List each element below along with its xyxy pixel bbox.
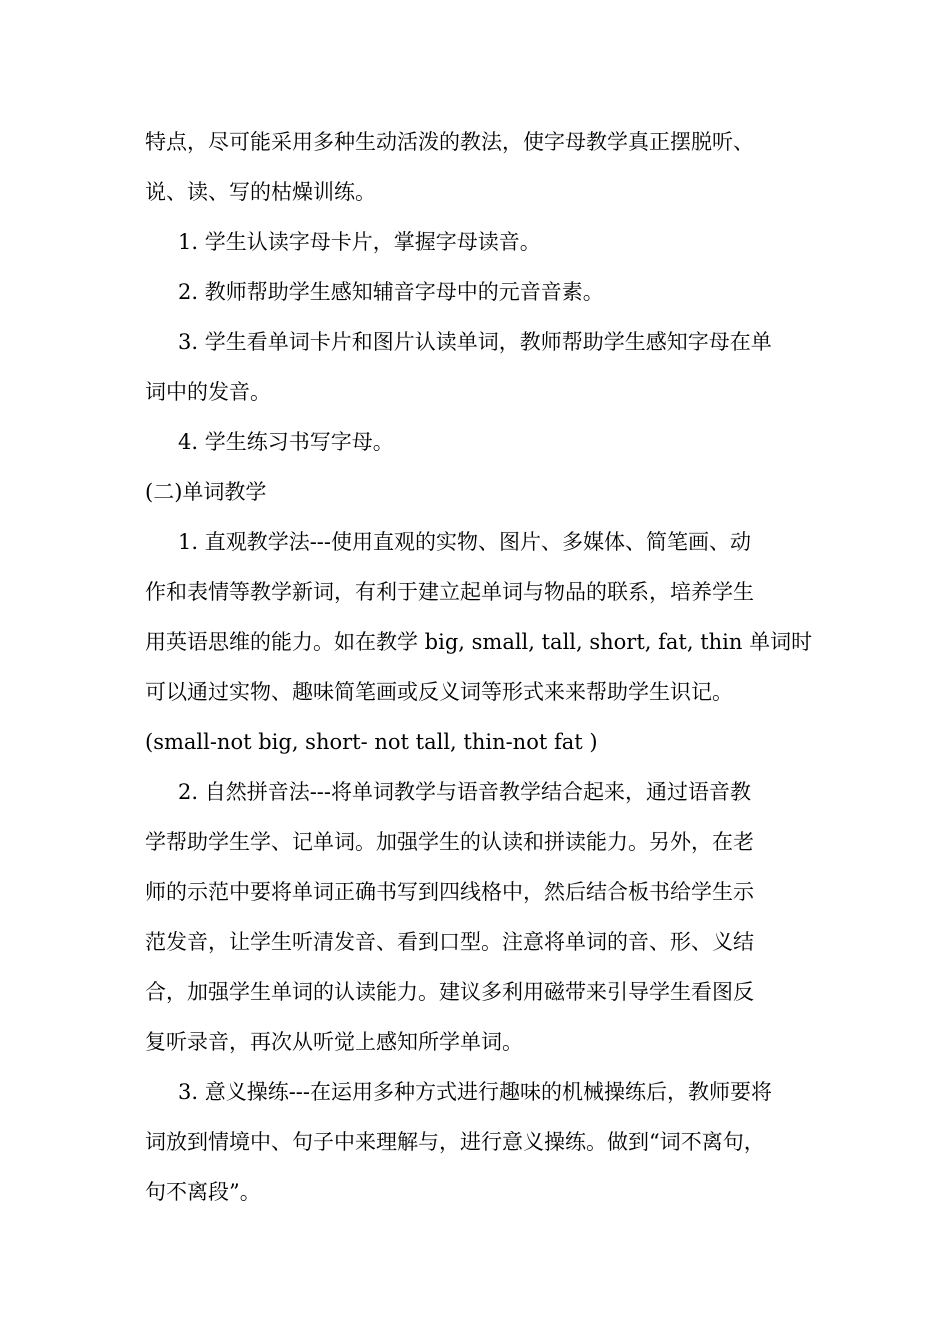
- text-line: 用英语思维的能力。如在教学 big, small, tall, short, fat, thin 单词时: [145, 630, 813, 654]
- list-item: 3. 意义操练---在运用多种方式进行趣味的机械操练后，教师要将: [178, 1080, 772, 1104]
- list-item: 2. 教师帮助学生感知辅音字母中的元音音素。: [178, 280, 604, 304]
- text-line: 词放到情境中、句子中来理解与，进行意义操练。做到“词不离句，: [145, 1130, 765, 1154]
- text-line: 学帮助学生学、记单词。加强学生的认读和拼读能力。另外，在老: [145, 830, 754, 854]
- text-line: 合，加强学生单词的认读能力。建议多利用磁带来引导学生看图反: [145, 980, 754, 1004]
- text-line: 作和表情等教学新词，有利于建立起单词与物品的联系，培养学生: [145, 580, 754, 604]
- text-line: 句不离段”。: [145, 1180, 261, 1204]
- text-line: 可以通过实物、趣味简笔画或反义词等形式来来帮助学生识记。: [145, 680, 733, 704]
- list-item: 3. 学生看单词卡片和图片认读单词，教师帮助学生感知字母在单: [178, 330, 772, 354]
- list-item: 1. 直观教学法---使用直观的实物、图片、多媒体、简笔画、动: [178, 530, 751, 554]
- text-line: 特点，尽可能采用多种生动活泼的教法，使字母教学真正摆脱听、: [145, 130, 754, 154]
- text-line: 师的示范中要将单词正确书写到四线格中，然后结合板书给学生示: [145, 880, 754, 904]
- text-line: 复听录音，再次从听觉上感知所学单词。: [145, 1030, 523, 1054]
- text-line: (small-not big, short- not tall, thin-not fat ): [145, 730, 598, 754]
- text-line: 说、读、写的枯燥训练。: [145, 180, 376, 204]
- list-item: 2. 自然拼音法---将单词教学与语音教学结合起来，通过语音教: [178, 780, 751, 804]
- section-heading: (二)单词教学: [145, 480, 267, 504]
- text-line: 范发音，让学生听清发音、看到口型。注意将单词的音、形、义结: [145, 930, 754, 954]
- list-item: 4. 学生练习书写字母。: [178, 430, 394, 454]
- list-item: 1. 学生认读字母卡片，掌握字母读音。: [178, 230, 541, 254]
- text-line: 词中的发音。: [145, 380, 271, 404]
